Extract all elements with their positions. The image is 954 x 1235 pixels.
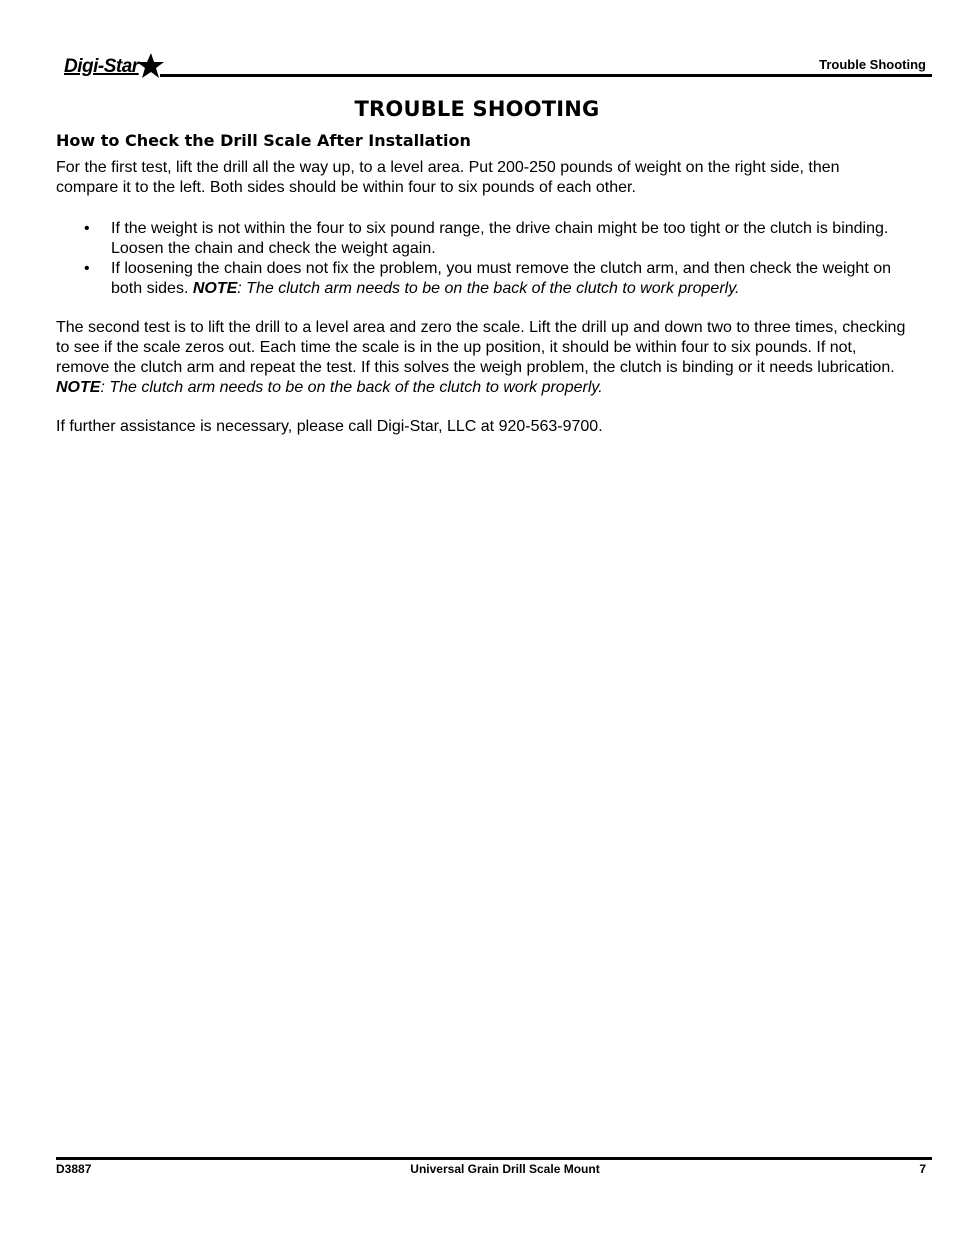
bullet-icon: • <box>84 260 90 277</box>
page-title: TROUBLE SHOOTING <box>354 97 600 121</box>
bullet-list <box>56 219 906 299</box>
section-heading: How to Check the Drill Scale After Installation <box>56 131 471 150</box>
footer-doc-number: D3887 <box>56 1162 92 1176</box>
note-text: : The clutch arm needs to be on the back of the clutch to work properly. <box>100 379 603 396</box>
paragraph-second-test-text: The second test is to lift the drill to a level area and zero the scale. Lift the drill up and down two to three times, checking to see if the scale zeros out. Each time the scale is in the up position, it should be within four to six pounds. If not, remove the clutch arm and repeat the test. If this solves the weigh problem, the clutch is binding or it needs lubrication. <box>56 319 906 376</box>
paragraph-second-test <box>56 318 906 398</box>
digi-star-logo: Digi-Star <box>64 56 139 77</box>
list-item <box>56 219 906 259</box>
list-item <box>56 259 906 299</box>
footer-page-number: 7 <box>919 1162 926 1176</box>
paragraph-assistance: If further assistance is necessary, please call Digi-Star, LLC at 920-563-9700. <box>56 418 603 435</box>
bullet-text: If loosening the chain does not fix the problem, you must remove the clutch arm, and then check the weight on both sides. <box>111 260 891 297</box>
bullet-text: If the weight is not within the four to six pound range, the drive chain might be too tight or the clutch is binding. Loosen the chain and check the weight again. <box>111 220 889 257</box>
footer-doc-title: Universal Grain Drill Scale Mount <box>410 1162 600 1176</box>
note-label: NOTE <box>192 280 238 297</box>
footer-rule <box>56 1157 932 1160</box>
paragraph-first-test: For the first test, lift the drill all the way up, to a level area. Put 200-250 pounds of weight on the right side, then compare it to the left. Both sides should be within four to six pounds of each other. <box>56 159 840 196</box>
bullet-icon: • <box>84 220 90 237</box>
note-label: NOTE <box>56 379 101 396</box>
note-text: : The clutch arm needs to be on the back of the clutch to work properly. <box>237 280 740 297</box>
header-section-title: Trouble Shooting <box>819 57 926 72</box>
header-rule <box>160 74 932 77</box>
